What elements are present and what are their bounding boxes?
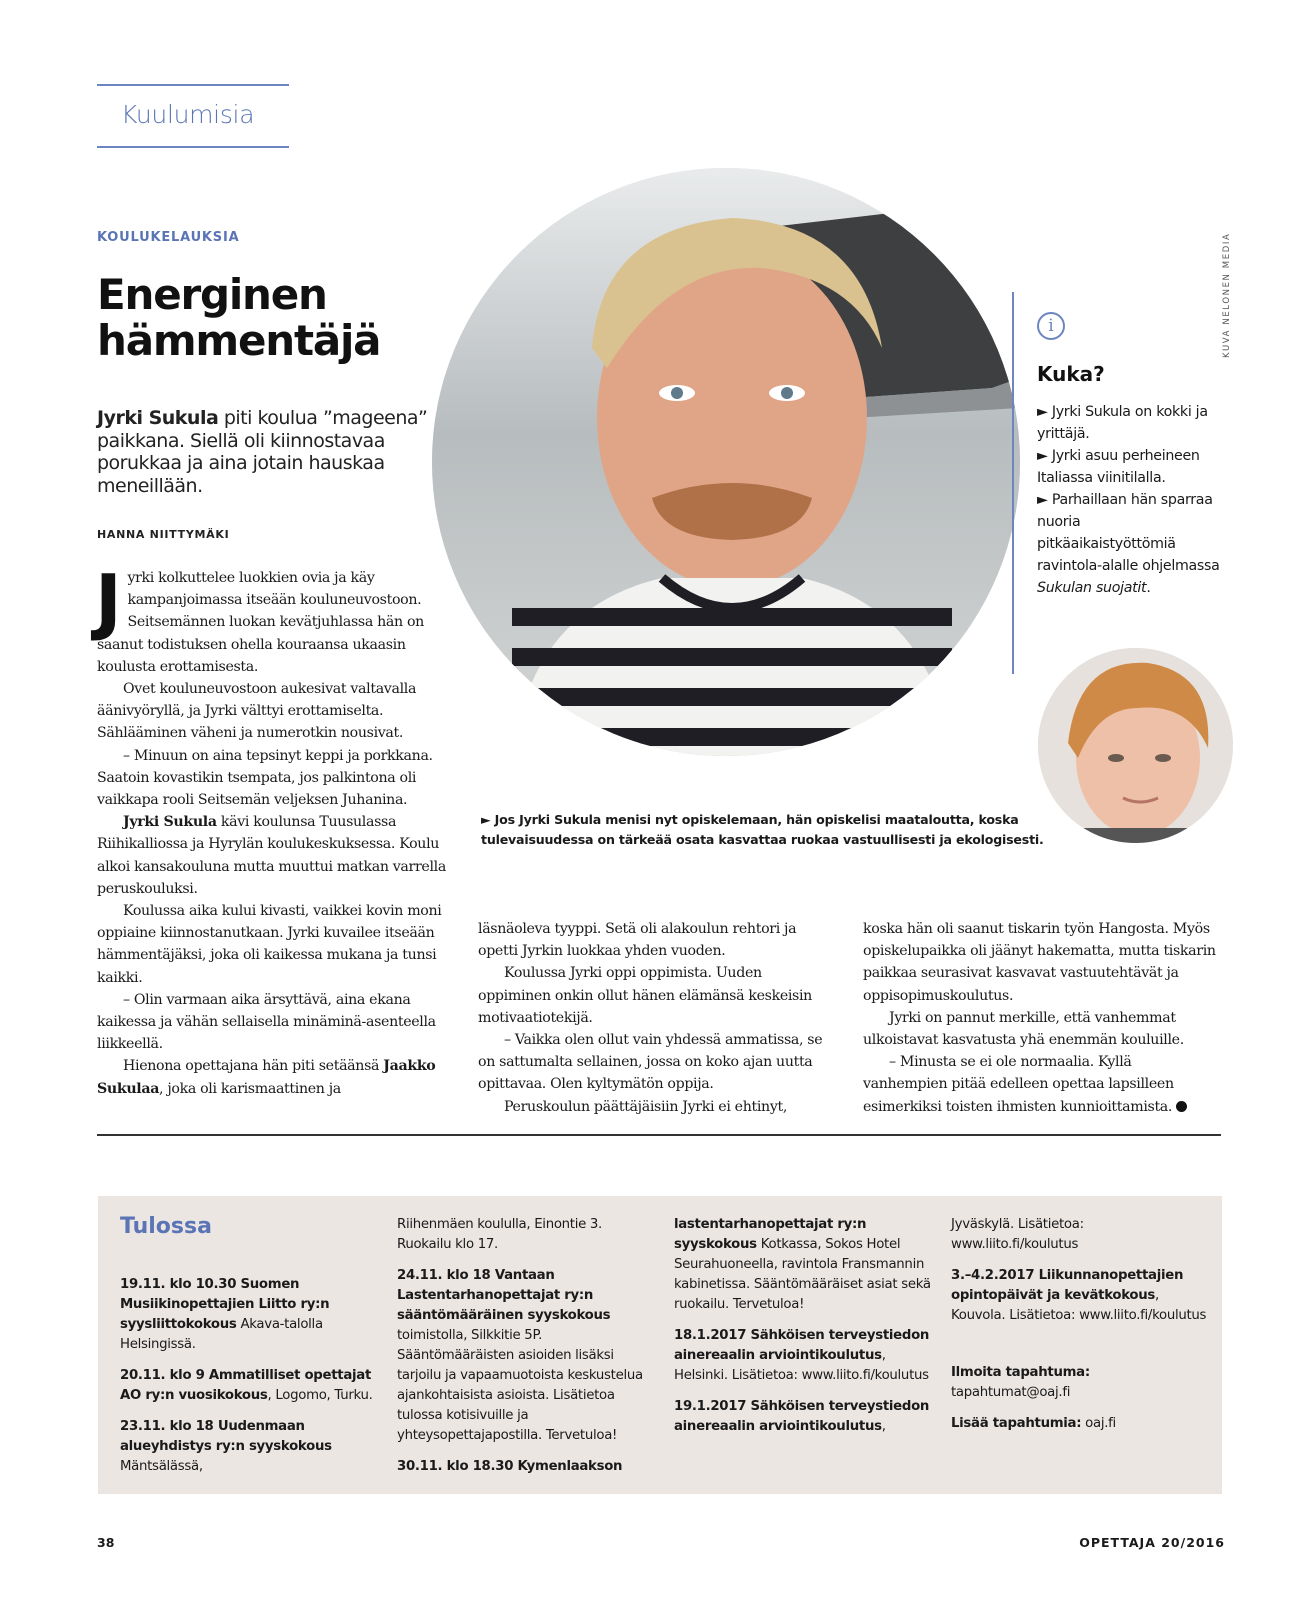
section-divider	[97, 1134, 1221, 1136]
events-column-4	[951, 1215, 1209, 1445]
event-item: 24.11. klo 18 Vantaan Lastentarhanopettajat ry:n sääntömääräinen syyskokous toimistolla, Silkkitie 5P. Sääntömääräisten asioiden lisäksi tarjoilu ja vapaamuotoista keskustelua ajankohtaisista asioista. Lisätietoa tulossa kotisivuille ja yhteysopettajapostilla. Tervetuloa!	[397, 1268, 643, 1443]
event-item: 19.1.2017 Sähköisen terveystiedon ainereaalin arviointikoulutus,	[674, 1399, 930, 1434]
event-item-continued: lastentarhanopettajat ry:n syyskokous Kotkassa, Sokos Hotel Seurahuoneella, ravintola Fransmannin kabinetissa. Sääntömääräiset asiat sekä ruokailu. Tervetuloa!	[674, 1217, 931, 1312]
portrait-illustration	[432, 168, 1020, 756]
headline-line-1: Energinen	[97, 270, 327, 319]
paragraph: läsnäoleva tyyppi. Setä oli alakoulun rehtori ja opetti Jyrkin luokkaa yhden vuoden.	[478, 921, 797, 960]
event-item: 20.11. klo 9 Ammatilliset opettajat AO ry:n vuosikokous, Logomo, Turku.	[120, 1368, 373, 1403]
photo-credit-text: KUVA NELONEN MEDIA	[1222, 232, 1232, 358]
paragraph: Peruskoulun päättäjäisiin Jyrki ei ehtinyt,	[504, 1098, 788, 1115]
paragraph: Jyrki on pannut merkille, että vanhemmat ulkoistavat kasvatusta yhä enemmän kouluille.	[863, 1009, 1184, 1049]
events-title: Tulossa	[120, 1214, 212, 1239]
info-icon: i	[1037, 312, 1065, 340]
event-item-continued: Riihenmäen koululla, Einontie 3. Ruokailu klo 17.	[397, 1217, 602, 1252]
headline-line-2: hämmentäjä	[97, 316, 381, 365]
byline: HANNA NIITTYMÄKI	[97, 528, 230, 541]
photo-caption: ► Jos Jyrki Sukula menisi nyt opiskelemaan, hän opiskelisi maataloutta, koska tulevaisuudessa on tärkeää osata kasvattaa ruokaa vastuullisesti ja ekologisesti.	[481, 812, 1044, 847]
bold-name: Jyrki Sukula	[123, 814, 217, 831]
publication-issue: OPETTAJA 20/2016	[1079, 1535, 1225, 1550]
events-column-2	[397, 1215, 655, 1488]
paragraph: Koulussa aika kului kivasti, vaikkei kovin moni oppiaine kiinnostanutkaan. Jyrki kuvailee itseään hämmentäjäksi, joka oli kaikessa mukana ja tunsi kaikki.	[97, 903, 442, 986]
paragraph: Koulussa Jyrki oppi oppimista. Uuden oppiminen onkin ollut hänen elämänsä keskeisin motivaatiotekijä.	[478, 965, 812, 1026]
more-events: Lisää tapahtumia: oaj.fi	[951, 1416, 1116, 1431]
event-item: 3.–4.2.2017 Liikunnanopettajien opintopäivät ja kevätkokous, Kouvola. Lisätietoa: www.liito.fi/koulutus	[951, 1268, 1207, 1323]
body-column-1	[95, 559, 449, 1100]
photo-credit	[1222, 228, 1236, 358]
infobox-item: ► Jyrki Sukula on kokki ja yrittäjä.	[1037, 404, 1208, 442]
paragraph: Jyrki Sukula kävi koulunsa Tuusulassa Riihikalliossa ja Hyrylän koulukeskuksessa. Koulu alkoi kansakouluna mutta muuttui matkan varrella peruskouluksi.	[97, 814, 446, 897]
article-headline	[97, 272, 437, 364]
event-item: 19.11. klo 10.30 Suomen Musiikinopettajien Liitto ry:n syysliittokokous Akava-talolla Helsingissä.	[120, 1277, 330, 1352]
page-number: 38	[97, 1535, 115, 1550]
end-mark-icon	[1176, 1101, 1187, 1112]
body-column-3	[863, 918, 1218, 1118]
notify-event: Ilmoita tapahtuma: tapahtumat@oaj.fi	[951, 1365, 1090, 1400]
paragraph: – Vaikka olen ollut vain yhdessä ammatissa, se on sattumalta sellainen, jossa on koko ajan uutta opittavaa. Olen kyltymätön oppija.	[478, 1032, 823, 1093]
bold-name: Jaakko Sukulaa	[97, 1058, 436, 1097]
lead-name: Jyrki Sukula	[97, 407, 219, 429]
events-column-1	[120, 1275, 375, 1488]
paragraph: – Minusta se ei ole normaalia. Kyllä vanhempien pitää edelleen opettaa lapsilleen esimerkiksi toisten ihmisten kunnioittamista.	[863, 1051, 1218, 1118]
infobox-title: Kuka?	[1037, 362, 1105, 386]
paragraph: Hienona opettajana hän piti setäänsä Jaakko Sukulaa, joka oli karismaattinen ja	[97, 1058, 436, 1097]
body-column-2	[478, 918, 833, 1118]
infobox-item: ► Parhaillaan hän sparraa nuoria pitkäaikaistyöttömiä ravintola-alalle ohjelmassa Sukulan suojatit.	[1037, 492, 1220, 596]
event-item: 23.11. klo 18 Uudenmaan alueyhdistys ry:n syyskokous Mäntsälässä,	[120, 1419, 332, 1474]
program-name: Sukulan suojatit	[1037, 580, 1147, 596]
paragraph: Ovet kouluneuvostoon aukesivat valtavalla äänivyöryllä, ja Jyrki välttyi erottamiselta. Sählääminen väheni ja numerotkin nousivat.	[97, 681, 417, 742]
drop-cap: J	[95, 559, 122, 643]
infobox-list	[1037, 401, 1222, 599]
infobox-item: ► Jyrki asuu perheineen Italiassa viinitilalla.	[1037, 448, 1200, 486]
events-column-3	[674, 1215, 932, 1448]
lead-text: piti koulua ”mageena” paikkana. Siellä oli kiinnostavaa porukkaa ja aina jotain hauskaa meneillään.	[97, 407, 428, 497]
event-item: 18.1.2017 Sähköisen terveystiedon ainereaalin arviointikoulutus, Helsinki. Lisätietoa: www.liito.fi/koulutus	[674, 1328, 930, 1383]
paragraph: Jyrki kolkuttelee luokkien ovia ja käy kampanjoimassa itseään kouluneuvostoon. Seitsemännen luokan kevätjuhlassa hän on saanut todistuksen ohella kouraansa ukaasin koulusta erottamisesta.	[95, 559, 424, 675]
infobox-rule	[1012, 292, 1014, 674]
paragraph: koska hän oli saanut tiskarin työn Hangosta. Myös opiskelupaikka oli jäänyt hakematta, mutta tiskarin paikkaa seurasivat kasvavat vastuutehtävät ja oppisopimuskoulutus.	[863, 921, 1216, 1004]
section-label-text: Kuulumisia	[121, 100, 255, 129]
article-kicker: KOULUKELAUKSIA	[97, 230, 240, 245]
event-item: 30.11. klo 18.30 Kymenlaakson	[397, 1459, 623, 1474]
section-label	[97, 84, 289, 148]
more-events-link[interactable]: oaj.fi	[1085, 1416, 1116, 1431]
main-portrait-photo	[432, 168, 1020, 756]
notify-email-link[interactable]: tapahtumat@oaj.fi	[951, 1385, 1071, 1400]
paragraph: – Minuun on aina tepsinyt keppi ja porkkana. Saatoin kovastikin tsempata, jos palkintona oli vaikkapa rooli Seitsemän veljeksen Juhanina.	[97, 747, 433, 809]
event-item-continued: Jyväskylä. Lisätietoa: www.liito.fi/koulutus	[951, 1217, 1084, 1252]
article-lead	[97, 407, 442, 497]
paragraph: – Olin varmaan aika ärsyttävä, aina ekana kaikessa ja vähän sellaisella minäminä-asenteella liikkeellä.	[97, 991, 436, 1053]
